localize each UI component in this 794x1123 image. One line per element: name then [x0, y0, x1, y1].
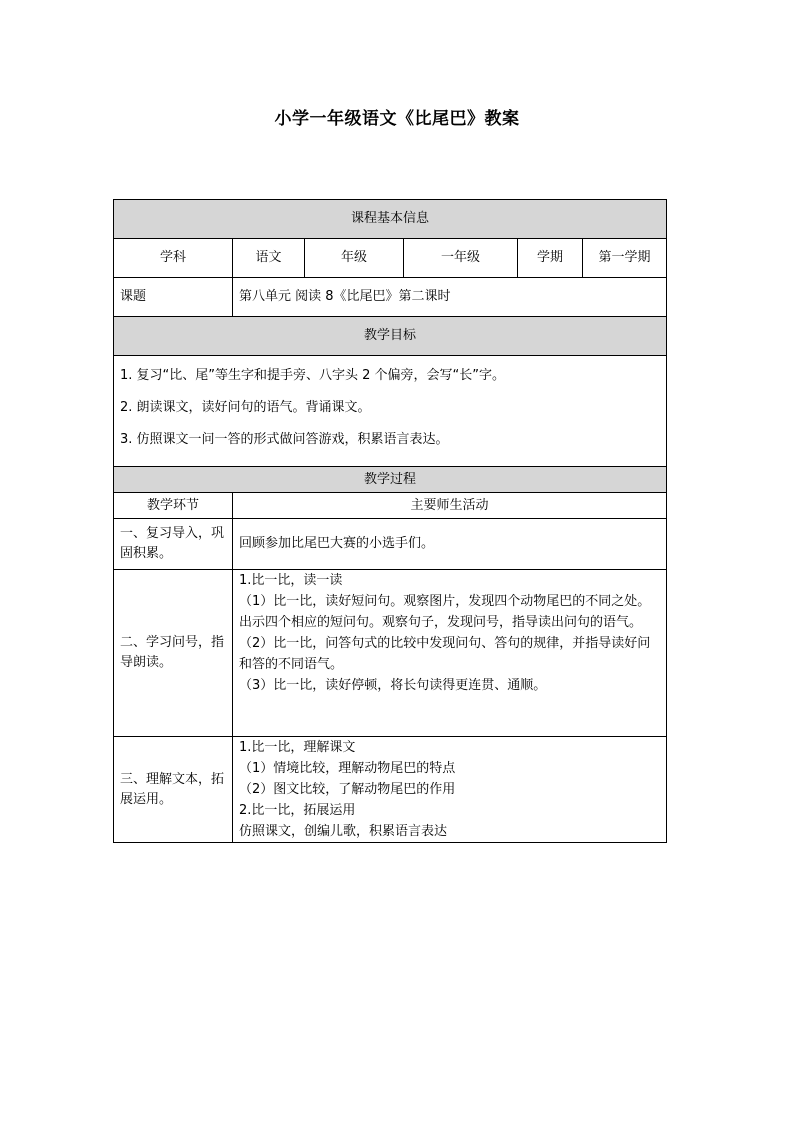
column-header-activity: 主要师生活动 — [233, 493, 667, 519]
stage-activity — [233, 570, 667, 737]
grade-value: 一年级 — [404, 239, 518, 278]
goals-cell — [114, 356, 667, 467]
activity-line: （2）图文比较，了解动物尾巴的作用 — [239, 782, 456, 797]
document-title: 小学一年级语文《比尾巴》教案 — [274, 109, 520, 129]
activity-line: 1.比一比，读一读 — [239, 573, 343, 588]
stage-activity — [233, 519, 667, 570]
goal-item: 2. 朗读课文，读好问句的语气。背诵课文。 — [120, 400, 371, 415]
stage-name: 二、学习问号，指导朗读。 — [114, 570, 233, 737]
activity-line: （1）情境比较，理解动物尾巴的特点 — [239, 761, 456, 776]
activity-line: （2）比一比，问答句式的比较中发现问句、答句的规律，并指导读好问和答的不同语气。 — [239, 636, 651, 672]
activity-line: 回顾参加比尾巴大赛的小选手们。 — [239, 536, 435, 551]
term-value: 第一学期 — [583, 239, 667, 278]
stage-name: 三、理解文本，拓展运用。 — [114, 737, 233, 843]
activity-line: （1）比一比，读好短问句。观察图片，发现四个动物尾巴的不同之处。出示四个相应的短问句。观察句子，发现问号，指导读出问句的语气。 — [239, 594, 651, 630]
section-header-goals: 教学目标 — [114, 317, 667, 356]
lesson-plan-table — [113, 199, 667, 843]
activity-line: 2.比一比，拓展运用 — [239, 803, 356, 818]
goal-item: 1. 复习“比、尾”等生字和提手旁、八字头 2 个偏旁，会写“长”字。 — [120, 368, 506, 383]
grade-label: 年级 — [305, 239, 404, 278]
column-header-stage: 教学环节 — [114, 493, 233, 519]
stage-name: 一、复习导入，巩固积累。 — [114, 519, 233, 570]
section-header-basic-info: 课程基本信息 — [114, 200, 667, 239]
topic-value: 第八单元 阅读 8《比尾巴》第二课时 — [233, 278, 667, 317]
term-label: 学期 — [518, 239, 583, 278]
subject-value: 语文 — [233, 239, 305, 278]
section-header-process: 教学过程 — [114, 467, 667, 493]
activity-line: （3）比一比，读好停顿，将长句读得更连贯、通顺。 — [239, 678, 547, 693]
activity-line: 1.比一比，理解课文 — [239, 740, 356, 755]
activity-line: 仿照课文，创编儿歌，积累语言表达 — [239, 824, 448, 839]
subject-label: 学科 — [114, 239, 233, 278]
goal-item: 3. 仿照课文一问一答的形式做问答游戏，积累语言表达。 — [120, 432, 449, 447]
stage-activity — [233, 737, 667, 843]
topic-label: 课题 — [114, 278, 233, 317]
